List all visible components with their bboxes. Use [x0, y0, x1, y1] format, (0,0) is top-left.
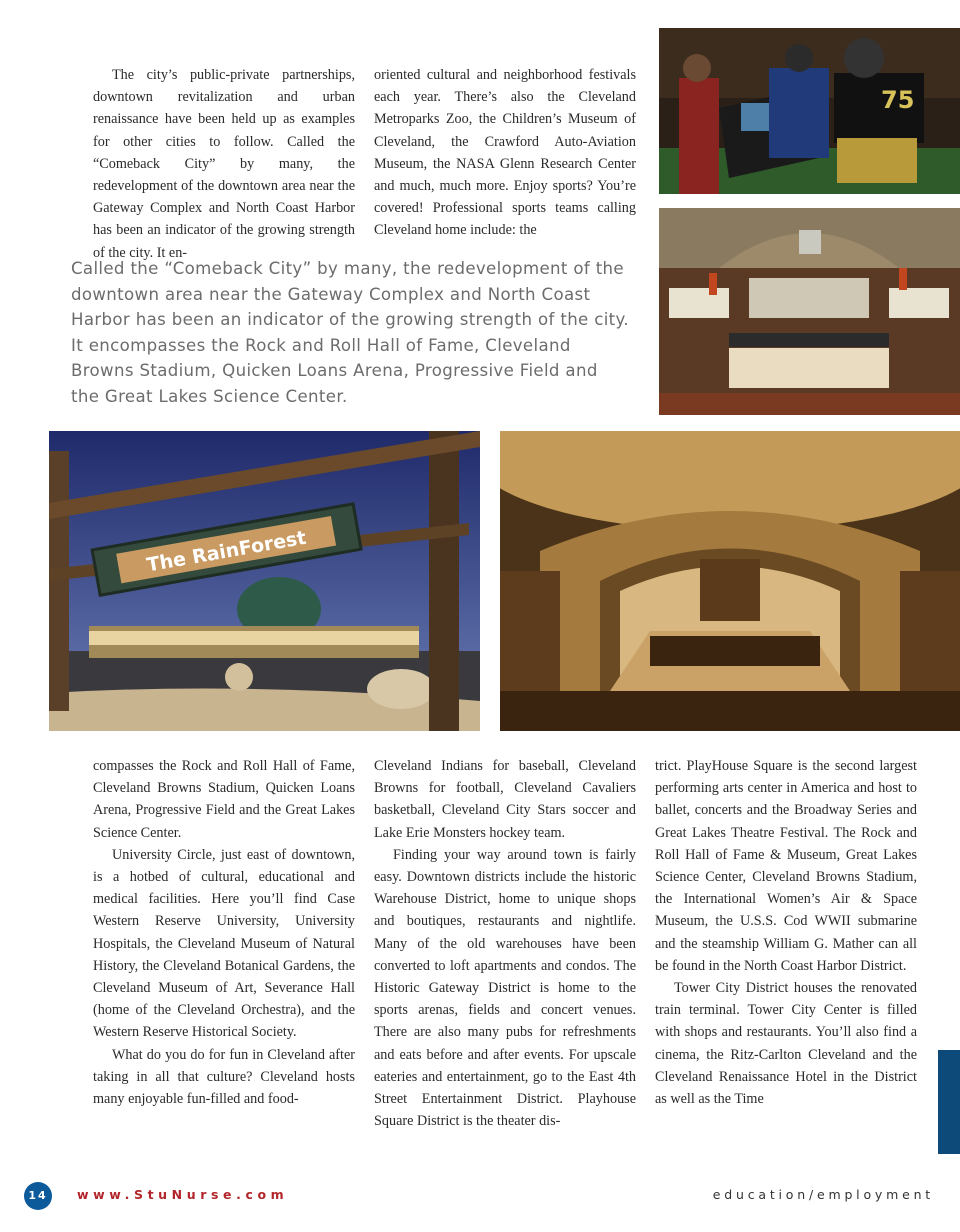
photo-concert-hall: [500, 431, 960, 731]
photo-market-hall: [659, 208, 960, 415]
article-column-bottom-3: [655, 755, 917, 1110]
paragraph: Tower City District houses the renovated train terminal. Tower City Center is filled with shops and restaurants. You’ll also find a cinema, the Ritz-Carlton Cleveland and the Cleveland Renaissance Hotel in the District as well as the Time: [655, 980, 917, 1108]
paragraph: University Circle, just east of downtown, is a hotbed of cultural, educational and medical facilities. Here you’ll find Case Western Reserve University, University Hospitals, the Cleveland Museum of Natural History, the Cleveland Botanical Gardens, the Cleveland Museum of Art, Severance Hall (home of the Cleveland Orchestra), and the Western Reserve Historical Society.: [93, 846, 355, 1041]
page-number: 14: [24, 1182, 52, 1210]
section-label: education/employment: [712, 1187, 934, 1202]
paragraph: What do you do for fun in Cleveland after taking in all that culture? Cleveland hosts many enjoyable fun-filled and food-: [93, 1046, 355, 1108]
article-column-bottom-2: [374, 755, 636, 1132]
section-side-tab: [938, 1050, 960, 1154]
paragraph: Finding your way around town is fairly easy. Downtown districts include the historic Warehouse District, home to unique shops and boutiques, restaurants and nightlife. Many of the old warehouses have been converted to loft apartments and condos. The Historic Gateway District is home to the sports arenas, fields and concert venues. There are also many pubs for refreshments and eats before and after events. For upscale eateries and entertainment, go to the East 4th Street Entertainment District. Playhouse Square District is the theater dis-: [374, 846, 636, 1130]
article-column-top-1: [93, 64, 355, 264]
photo-football-museum: [659, 28, 960, 194]
jersey-number: 75: [881, 86, 915, 114]
website-link[interactable]: www.StuNurse.com: [77, 1187, 289, 1202]
rainforest-sign-text: The RainForest: [145, 526, 308, 577]
paragraph: trict. PlayHouse Square is the second largest performing arts center in America and host to ballet, concerts and the Broadway Series and Great Lakes Theatre Festival. The Rock and Roll Hall of Fame & Museum, Great Lakes Science Center, Cleveland Browns Stadium, the International Women’s Air & Space Museum, the U.S.S. Cod WWII submarine and the steamship William G. Mather can all be found in the North Coast Harbor District.: [655, 758, 917, 974]
paragraph: oriented cultural and neighborhood festivals each year. There’s also the Cleveland Metroparks Zoo, the Children’s Museum of Cleveland, the Crawford Auto-Aviation Museum, the NASA Glenn Research Center and much, much more. Enjoy sports? You’re covered! Professional sports teams calling Cleveland home include: the: [374, 67, 636, 239]
pull-quote: Called the “Comeback City” by many, the redevelopment of the downtown area near the Gateway Complex and North Coast Harbor has been an indicator of the growing strength of the city. It encompasses the Rock and Roll Hall of Fame, Cleveland Browns Stadium, Quicken Loans Arena, Progressive Field and the Great Lakes Science Center.: [71, 259, 629, 406]
paragraph: Cleveland Indians for baseball, Cleveland Browns for football, Cleveland Cavaliers basketball, Cleveland City Stars soccer and Lake Erie Monsters hockey team.: [374, 758, 636, 841]
paragraph: The city’s public-private partnerships, downtown revitalization and urban renaissance have been held up as examples for other cities to follow. Called the “Comeback City” by many, the redevelopment of the downtown area near the Gateway Complex and North Coast Harbor has been an indicator of the growing strength of the city. It en-: [93, 67, 355, 261]
article-column-top-2: [374, 64, 636, 242]
article-column-bottom-1: [93, 755, 355, 1110]
photo-rainforest: [49, 431, 480, 731]
paragraph: compasses the Rock and Roll Hall of Fame, Cleveland Browns Stadium, Quicken Loans Arena, Progressive Field and the Great Lakes Science Center.: [93, 758, 355, 841]
